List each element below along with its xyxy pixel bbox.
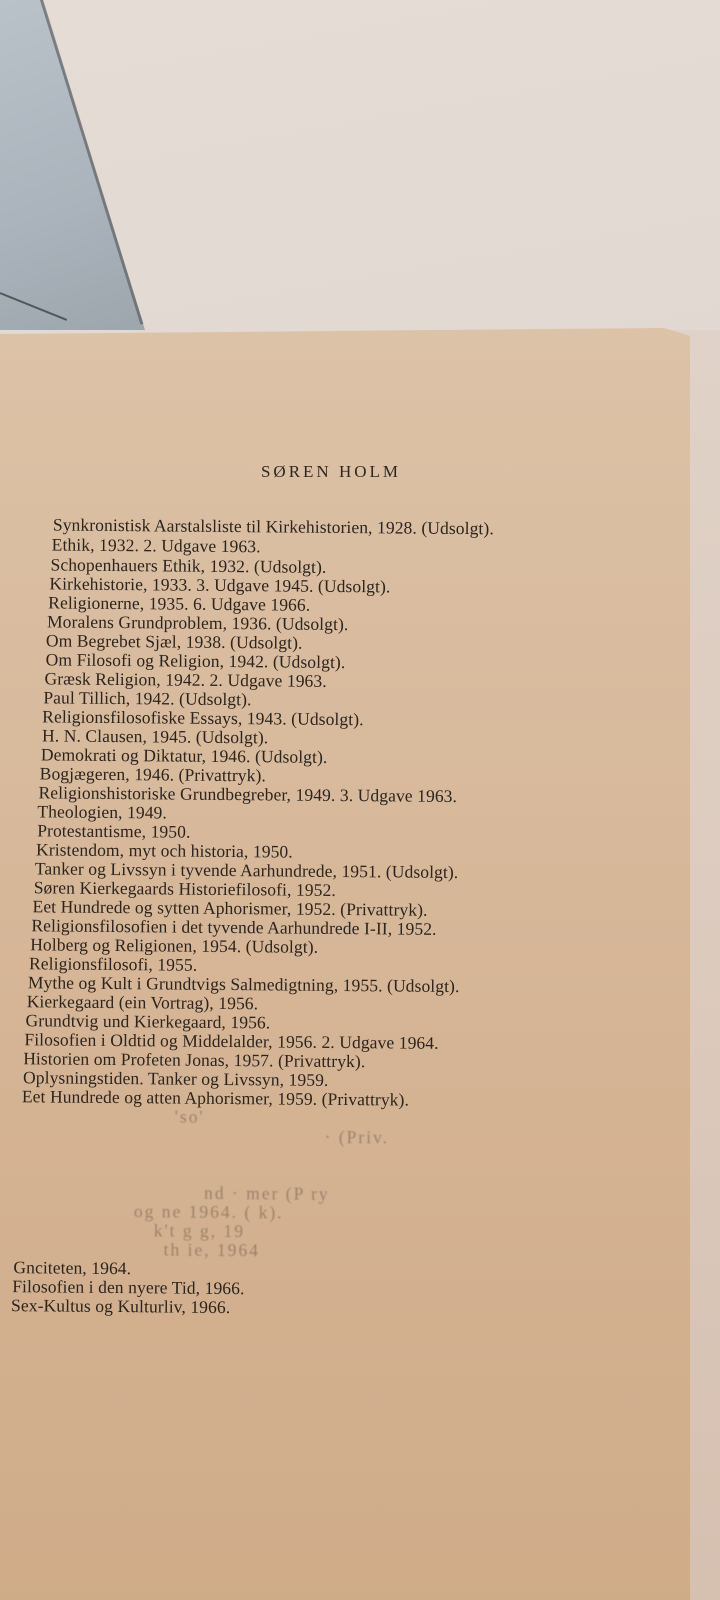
bibliography-entry: Om Filosofi og Religion, 1942. (Udsolgt). [45, 649, 346, 673]
bibliography-entry: Religionsfilosofi, 1955. [28, 953, 198, 975]
bibliography-entry: Sex-Kultus og Kulturliv, 1966. [11, 1295, 231, 1318]
bibliography-entry: Eet Hundrede og atten Aphorismer, 1959. (Privattryk). [21, 1086, 410, 1110]
bibliography-entry: Eet Hundrede og sytten Aphorismer, 1952. (Privattryk). [32, 896, 428, 920]
bibliography-entry: Om Begrebet Sjæl, 1938. (Udsolgt). [45, 630, 303, 653]
bibliography-entry: Kirkehistorie, 1933. 3. Udgave 1945. (Udsolgt). [49, 573, 391, 597]
bibliography-entry: Kristendom, myt och historia, 1950. [35, 839, 293, 862]
bibliography-entry: Gnciteten, 1964. [13, 1257, 132, 1279]
bibliography-entry: Ethik, 1932. 2. Udgave 1963. [51, 534, 261, 557]
bibliography-entry: Græsk Religion, 1942. 2. Udgave 1963. [44, 668, 327, 691]
bibliography-entry: Holberg og Religionen, 1954. (Udsolgt). [30, 934, 319, 957]
bibliography-entry: Oplysningstiden. Tanker og Livssyn, 1959. [22, 1067, 329, 1090]
bibliography-entry: Filosofien i den nyere Tid, 1966. [12, 1276, 245, 1299]
bibliography-entry: H. N. Clausen, 1945. (Udsolgt). [41, 725, 269, 748]
bibliography-entry: Grundtvig und Kierkegaard, 1956. [25, 1010, 271, 1033]
bibliography-entry: Søren Kierkegaards Historiefilosofi, 1952. [33, 877, 336, 900]
author-heading: SØREN HOLM [260, 462, 402, 481]
faded-entry: og ne 1964. ( k). [133, 1201, 284, 1223]
bibliography-entry: Filosofien i Oldtid og Middelalder, 1956. 2. Udgave 1964. [24, 1029, 439, 1053]
bibliography-entry: Religionsfilosofiske Essays, 1943. (Udsolgt). [42, 706, 364, 730]
bibliography-entry: Synkronistisk Aarstalsliste til Kirkehistorien, 1928. (Udsolgt). [52, 514, 494, 539]
bibliography-entry: Schopenhauers Ethik, 1932. (Udsolgt). [50, 554, 327, 577]
bibliography-entry: Bogjægeren, 1946. (Privattryk). [39, 763, 267, 786]
faded-entry: nd · mer (P ry [203, 1182, 330, 1204]
bibliography-entry: Moralens Grundproblem, 1936. (Udsolgt). [46, 611, 349, 635]
faded-entry: 'so' [174, 1106, 205, 1127]
bibliography-entry: Mythe og Kult i Grundtvigs Salmedigtning, 1955. (Udsolgt). [27, 972, 460, 997]
bibliography-entry: Tanker og Livssyn i tyvende Aarhundrede, 1951. (Udsolgt). [34, 858, 459, 883]
faded-entry: · (Priv. [324, 1126, 390, 1148]
bibliography-entry: Kierkegaard (ein Vortrag), 1956. [26, 991, 259, 1014]
bibliography-entry: Protestantisme, 1950. [37, 820, 191, 842]
faded-entry: k't g g, 19 [153, 1220, 246, 1242]
bibliography-entry: Religionsfilosofien i det tyvende Aarhundrede I-II, 1952. [31, 915, 437, 939]
bibliography-entry: Theologien, 1949. [37, 801, 168, 823]
bibliography-entry: Paul Tillich, 1942. (Udsolgt). [43, 687, 252, 710]
bibliography-entry: Demokrati og Diktatur, 1946. (Udsolgt). [40, 744, 328, 767]
faded-entry: th ie, 1964 [163, 1239, 261, 1261]
bibliography-entry: Religionerne, 1935. 6. Udgave 1966. [48, 592, 311, 615]
book-back-cover [0, 0, 150, 340]
bibliography-entry: Religionshistoriske Grundbegreber, 1949. 3. Udgave 1963. [38, 782, 458, 806]
bibliography-entry: Historien om Profeten Jonas, 1957. (Privattryk). [23, 1048, 366, 1072]
